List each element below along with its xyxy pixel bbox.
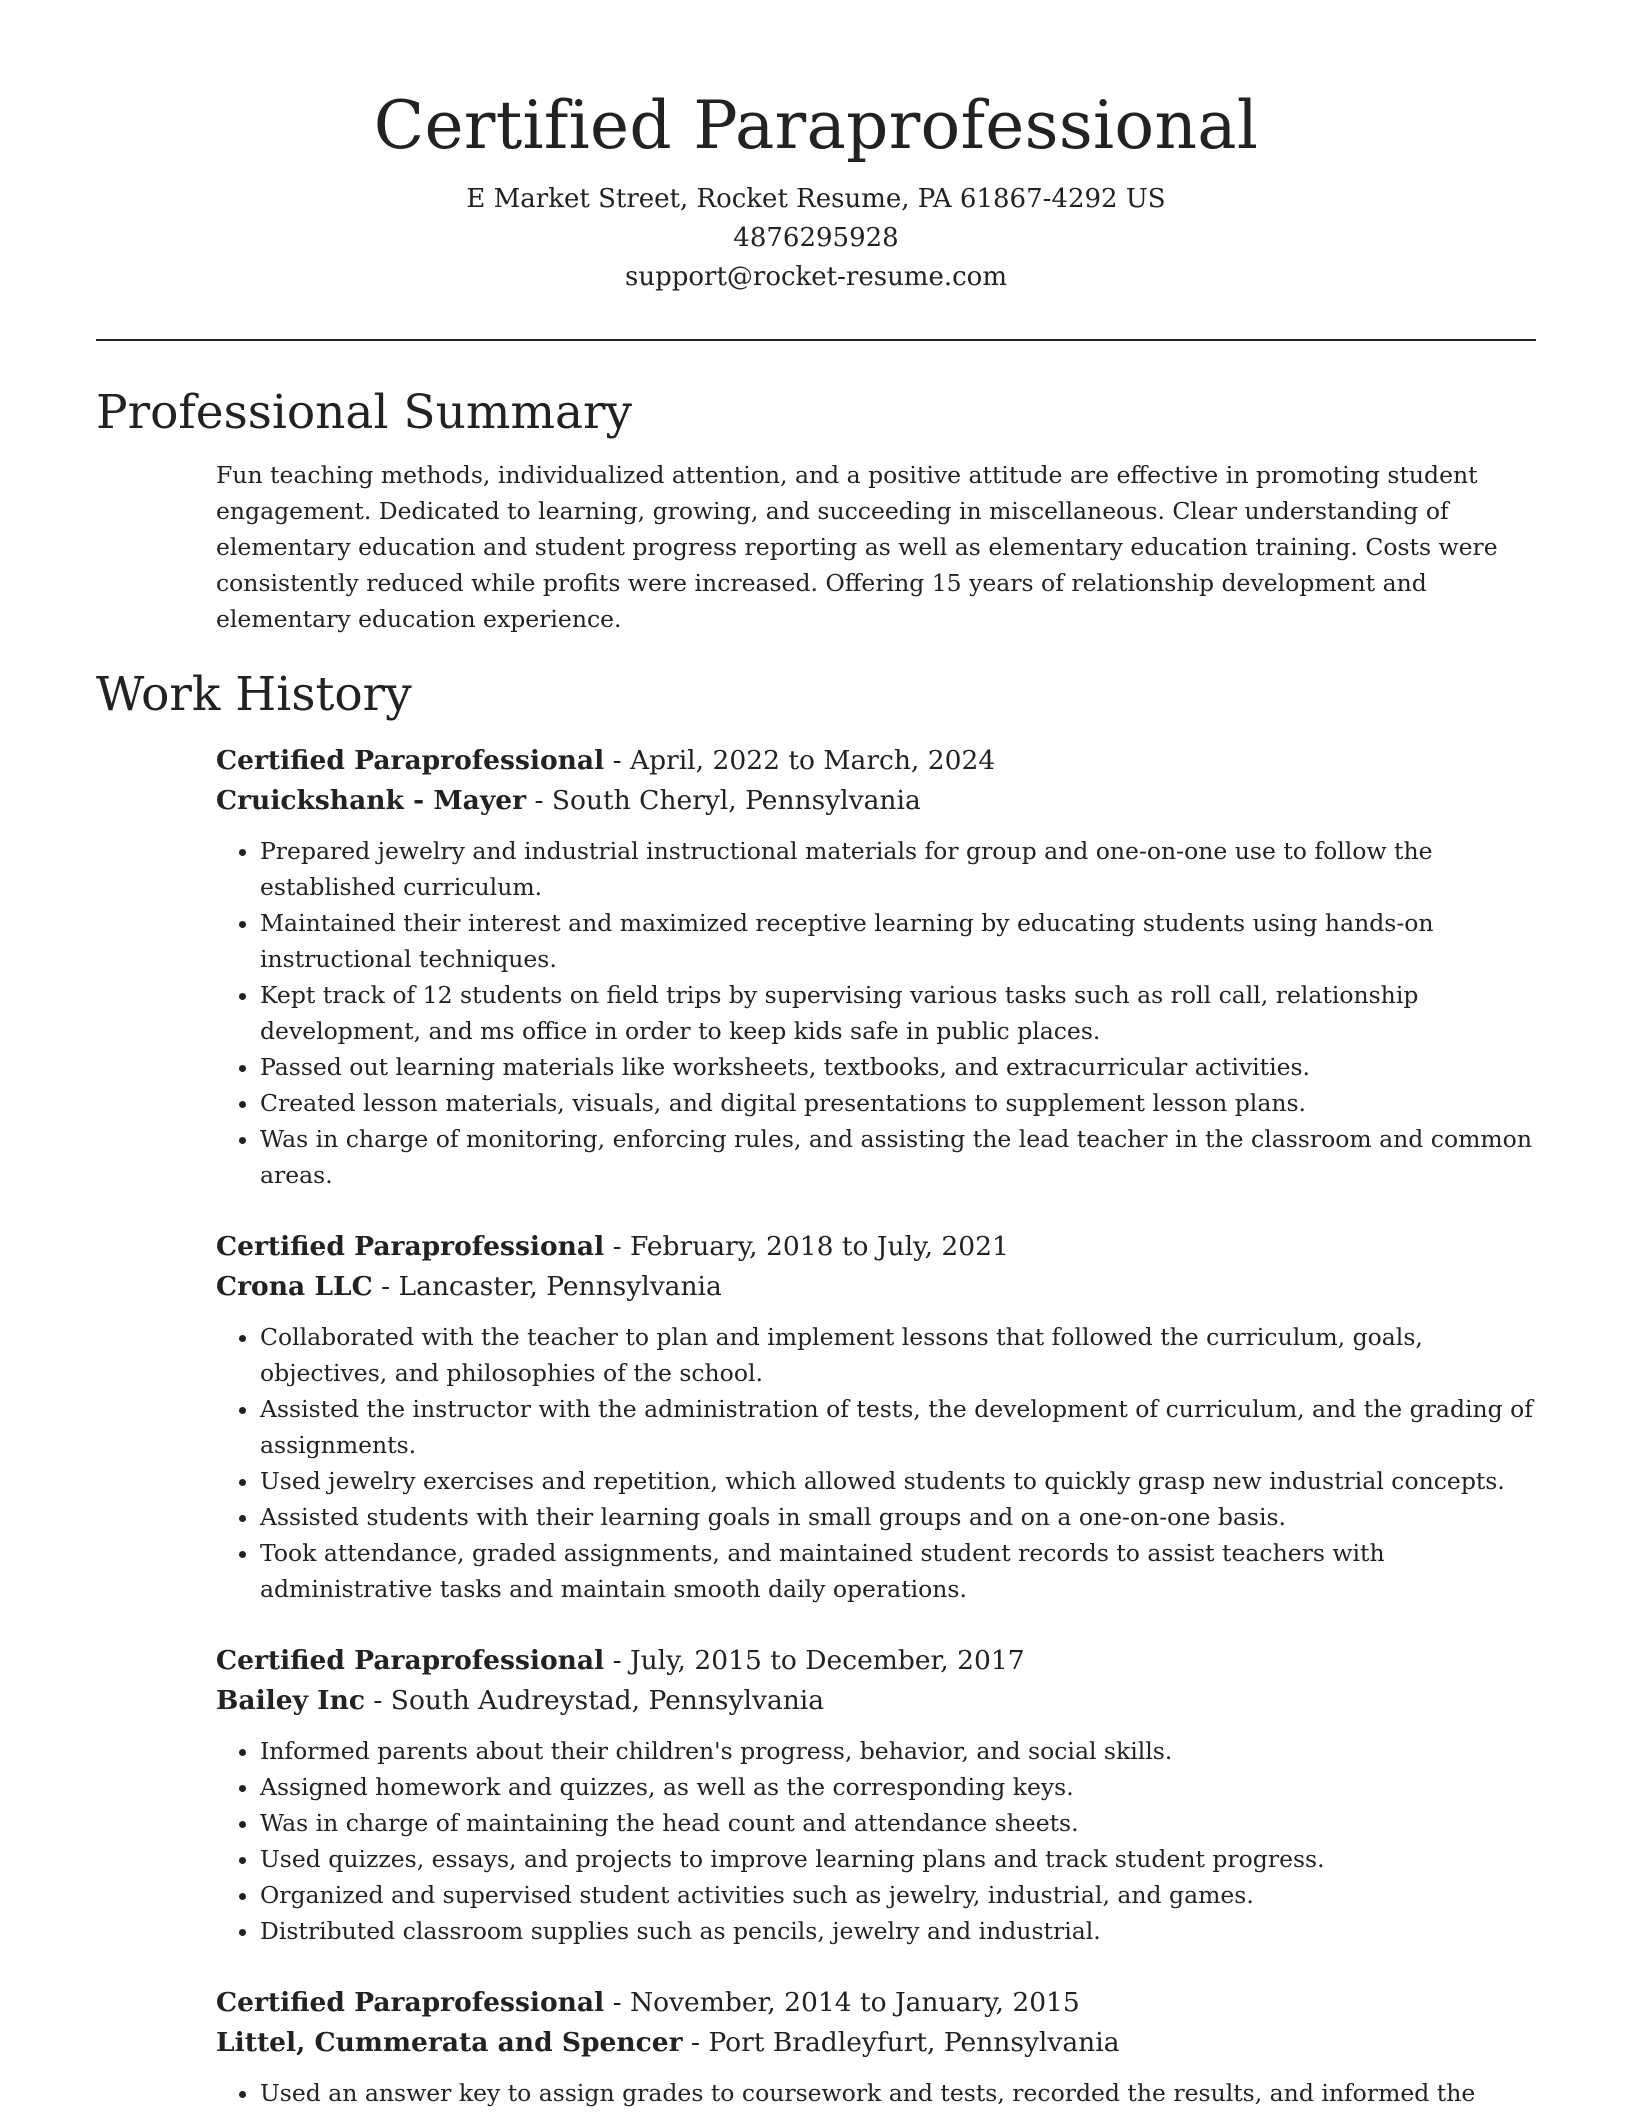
job-bullets: [216, 1733, 1536, 1949]
job-title-line: [216, 1641, 1536, 1681]
contact-block: [96, 180, 1536, 297]
job-location: - South Audreystad, Pennsylvania: [365, 1685, 825, 1716]
job-dates: - November, 2014 to January, 2015: [604, 1987, 1080, 2018]
job-bullet: • Collaborated with the teacher to plan and implement lessons that followed the curriculum, goals, objectives, and philosophies of the school.: [260, 1319, 1536, 1391]
job-company-line: [216, 781, 1536, 821]
job-company: Bailey Inc: [216, 1685, 365, 1716]
job-bullets: [216, 833, 1536, 1193]
job-location: - Port Bradleyfurt, Pennsylvania: [682, 2027, 1120, 2058]
job-company-line: [216, 2023, 1536, 2063]
job-entry: [216, 741, 1536, 1193]
job-bullet: • Assisted the instructor with the administration of tests, the development of curriculum, and the grading of assignments.: [260, 1391, 1536, 1463]
job-entry: [216, 1983, 1536, 2111]
job-dates: - July, 2015 to December, 2017: [604, 1645, 1025, 1676]
job-company: Cruickshank - Mayer: [216, 785, 527, 816]
resume-page: [96, 0, 1536, 2111]
contact-phone: 4876295928: [733, 223, 899, 253]
job-bullet: • Was in charge of monitoring, enforcing rules, and assisting the lead teacher in the classroom and common areas.: [260, 1121, 1536, 1193]
job-dates: - April, 2022 to March, 2024: [604, 745, 996, 776]
job-title-line: [216, 741, 1536, 781]
summary-heading: Professional Summary: [96, 385, 633, 440]
job-role: Certified Paraprofessional: [216, 1231, 605, 1262]
job-bullet: • Used quizzes, essays, and projects to improve learning plans and track student progress.: [260, 1841, 1536, 1877]
job-bullet: • Was in charge of maintaining the head count and attendance sheets.: [260, 1805, 1536, 1841]
job-bullet: • Prepared jewelry and industrial instructional materials for group and one-on-one use to follow the established curriculum.: [260, 833, 1536, 905]
job-title-line: [216, 1227, 1536, 1267]
job-bullet: • Assigned homework and quizzes, as well as the corresponding keys.: [260, 1769, 1536, 1805]
work-history-heading: Work History: [96, 667, 412, 722]
job-bullet: • Informed parents about their children's progress, behavior, and social skills.: [260, 1733, 1536, 1769]
header-divider: [96, 339, 1536, 341]
job-bullet: • Organized and supervised student activities such as jewelry, industrial, and games.: [260, 1877, 1536, 1913]
job-bullets: [216, 1319, 1536, 1607]
job-bullet: • Used jewelry exercises and repetition, which allowed students to quickly grasp new industrial concepts.: [260, 1463, 1536, 1499]
job-bullet: • Kept track of 12 students on field trips by supervising various tasks such as roll call, relationship development, and ms office in order to keep kids safe in public places.: [260, 977, 1536, 1049]
job-bullet: • Distributed classroom supplies such as pencils, jewelry and industrial.: [260, 1913, 1536, 1949]
job-role: Certified Paraprofessional: [216, 1987, 605, 2018]
job-company: Crona LLC: [216, 1271, 373, 1302]
job-bullet: • Assisted students with their learning goals in small groups and on a one-on-one basis.: [260, 1499, 1536, 1535]
resume-header: [96, 0, 1536, 297]
job-bullet: • Used an answer key to assign grades to coursework and tests, recorded the results, and informed the: [260, 2075, 1536, 2111]
job-company-line: [216, 1681, 1536, 1721]
job-role: Certified Paraprofessional: [216, 1645, 605, 1676]
job-company-line: [216, 1267, 1536, 1307]
job-location: - South Cheryl, Pennsylvania: [526, 785, 921, 816]
contact-address: E Market Street, Rocket Resume, PA 61867-4292 US: [466, 184, 1166, 214]
job-bullets: [216, 2075, 1536, 2111]
job-role: Certified Paraprofessional: [216, 745, 605, 776]
job-entry: [216, 1641, 1536, 1949]
work-history-list: [216, 741, 1536, 2111]
contact-email: support@rocket-resume.com: [624, 262, 1007, 292]
candidate-name: Certified Paraprofessional: [373, 87, 1259, 164]
job-dates: - February, 2018 to July, 2021: [604, 1231, 1009, 1262]
job-location: - Lancaster, Pennsylvania: [372, 1271, 722, 1302]
job-bullet: • Passed out learning materials like worksheets, textbooks, and extracurricular activities.: [260, 1049, 1536, 1085]
job-title-line: [216, 1983, 1536, 2023]
job-bullet: • Maintained their interest and maximized receptive learning by educating students using hands-on instructional techniques.: [260, 905, 1536, 977]
job-bullet: • Took attendance, graded assignments, and maintained student records to assist teachers with administrative tasks and maintain smooth daily operations.: [260, 1535, 1536, 1607]
job-entry: [216, 1227, 1536, 1607]
summary-text: Fun teaching methods, individualized attention, and a positive attitude are effective in promoting student engagement. Dedicated to learning, growing, and succeeding in miscellaneous. Clear understanding of elementary education and student progress reporting as well as elementary education training. Costs were consistently reduced while profits were increased. Offering 15 years of relationship development and elementary education experience.: [216, 461, 1498, 633]
job-bullet: • Created lesson materials, visuals, and digital presentations to supplement lesson plans.: [260, 1085, 1536, 1121]
job-company: Littel, Cummerata and Spencer: [216, 2027, 683, 2058]
